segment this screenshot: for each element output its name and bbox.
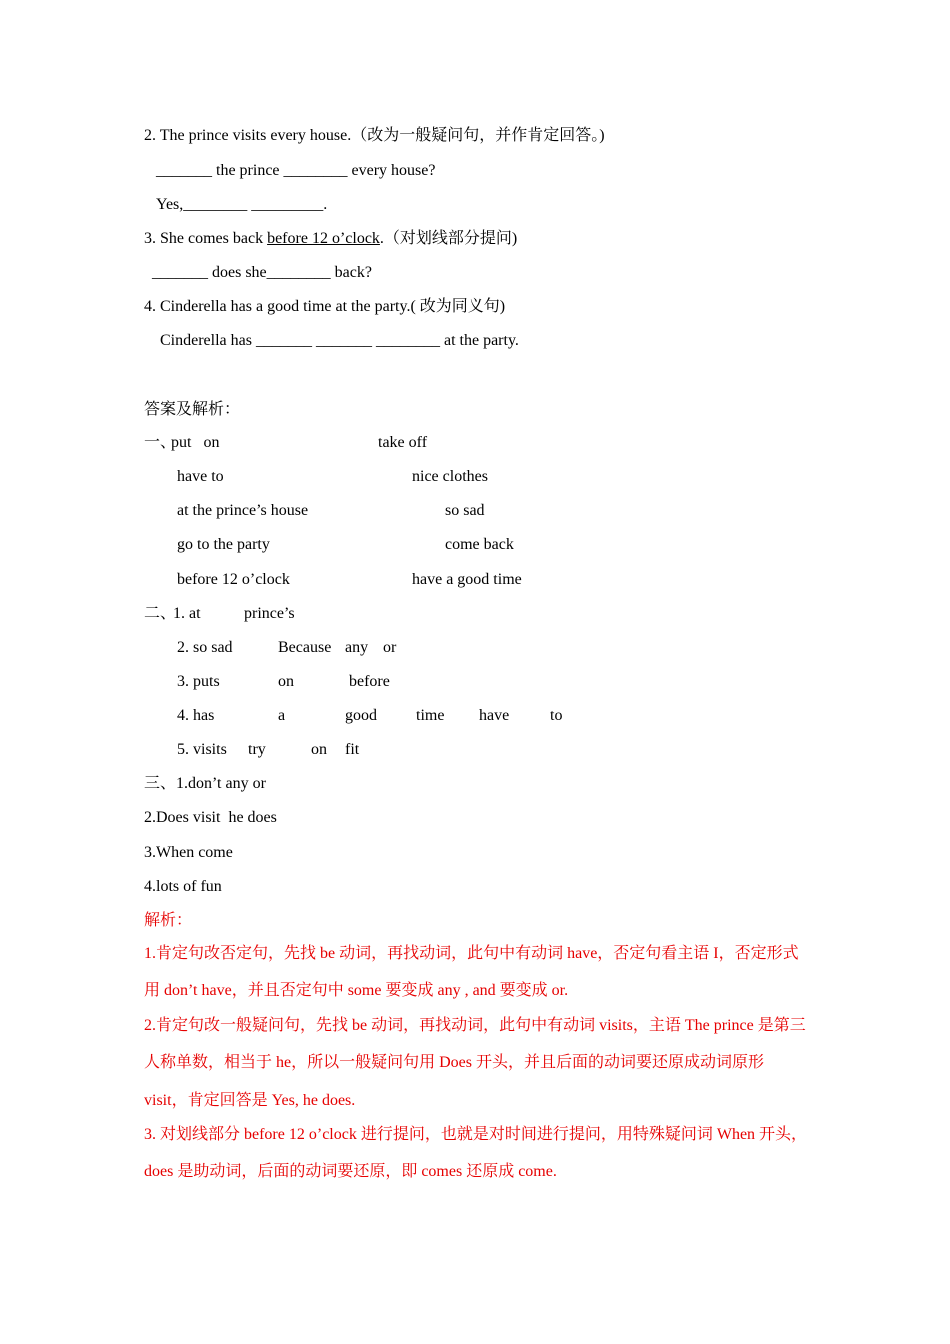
- answers-heading: 答案及解析：: [144, 401, 241, 418]
- part-2-label: 二、: [144, 605, 177, 622]
- part-1-row-2-left: have to: [177, 468, 224, 485]
- part-3-label: 三、: [144, 775, 177, 792]
- part-2-r4-c6: to: [550, 707, 563, 724]
- part-2-r5-c1: 5. visits: [177, 741, 227, 758]
- part-1-label: 一、: [144, 434, 177, 451]
- part-3-answer-4: 4.lots of fun: [144, 878, 222, 895]
- part-2-r2-c1: 2. so sad: [177, 639, 233, 656]
- question-3-underlined-phrase: before 12 o’clock: [267, 230, 380, 247]
- question-2-blank-line: _______ the prince ________ every house?: [156, 162, 436, 179]
- part-1-row-5-left: before 12 o’clock: [177, 571, 290, 588]
- part-1-row-4-right: come back: [445, 536, 514, 553]
- part-3-answer-3: 3.When come: [144, 844, 233, 861]
- part-2-r5-c3: on: [311, 741, 327, 758]
- question-3-suffix: .（对划线部分提问): [379, 230, 518, 247]
- part-2-r4-c5: have: [479, 707, 510, 724]
- part-2-r2-c2: Because: [278, 639, 332, 656]
- analysis-2-line-3: visit，肯定回答是 Yes, he does.: [144, 1092, 356, 1109]
- question-3-title: [144, 229, 517, 249]
- part-2-r2-c3: any: [345, 639, 369, 656]
- part-1-row-3-right: so sad: [445, 502, 485, 519]
- question-2-title: 2. The prince visits every house.（改为一般疑问句，并作肯定回答。): [144, 127, 605, 144]
- question-4-blank-line: Cinderella has _______ _______ ________ at the party.: [160, 332, 519, 349]
- part-3-line-1: [144, 774, 266, 794]
- analysis-heading: 解析：: [144, 912, 193, 929]
- analysis-1-line-1: 1.肯定句改否定句，先找 be 动词，再找动词，此句中有动词 have，否定句看主语 I，否定形式: [144, 945, 799, 962]
- part-2-r1-c1: 1. at: [173, 605, 201, 622]
- question-3-prefix: 3. She comes back: [144, 230, 268, 247]
- part-2-r5-c4: fit: [345, 741, 360, 758]
- part-1-row-2-right: nice clothes: [412, 468, 488, 485]
- part-2-r4-c1: 4. has: [177, 707, 215, 724]
- part-2-r3-c1: 3. puts: [177, 673, 220, 690]
- part-1-row-4-left: go to the party: [177, 536, 270, 553]
- part-2-r4-c2: a: [278, 707, 286, 724]
- question-4-title: 4. Cinderella has a good time at the party.( 改为同义句): [144, 298, 506, 315]
- question-3-blank-line: _______ does she________ back?: [152, 264, 372, 281]
- part-2-r4-c3: good: [345, 707, 377, 724]
- part-2-r4-c4: time: [416, 707, 445, 724]
- part-3-answer-2: 2.Does visit he does: [144, 809, 277, 826]
- analysis-3-line-1: 3. 对划线部分 before 12 o’clock 进行提问，也就是对时间进行提问，用特殊疑问词 When 开头，: [144, 1126, 808, 1143]
- part-1-row-3-left: at the prince’s house: [177, 502, 309, 519]
- analysis-2-line-1: 2.肯定句改一般疑问句，先找 be 动词，再找动词，此句中有动词 visits，主语 The prince 是第三: [144, 1017, 806, 1034]
- part-1-row-1-right: take off: [378, 434, 428, 451]
- part-2-r5-c2: try: [248, 741, 266, 758]
- part-2-r3-c2: on: [278, 673, 294, 690]
- question-2-answer-line: Yes,________ _________.: [156, 196, 328, 213]
- part-1-row-5-right: have a good time: [412, 571, 522, 588]
- part-1-row-1-left: put on: [171, 434, 220, 451]
- analysis-3-line-2: does 是助动词，后面的动词要还原，即 comes 还原成 come.: [144, 1163, 557, 1180]
- part-2-r3-c3: before: [349, 673, 390, 690]
- analysis-1-line-2: 用 don’t have，并且否定句中 some 要变成 any , and 要变成 or.: [144, 982, 569, 999]
- part-2-r2-c4: or: [383, 639, 397, 656]
- part-3-answer-1: 1.don’t any or: [176, 775, 266, 792]
- part-2-r1-c2: prince’s: [244, 605, 295, 622]
- analysis-2-line-2: 人称单数，相当于 he，所以一般疑问句用 Does 开头，并且后面的动词要还原成动词原形: [144, 1054, 764, 1071]
